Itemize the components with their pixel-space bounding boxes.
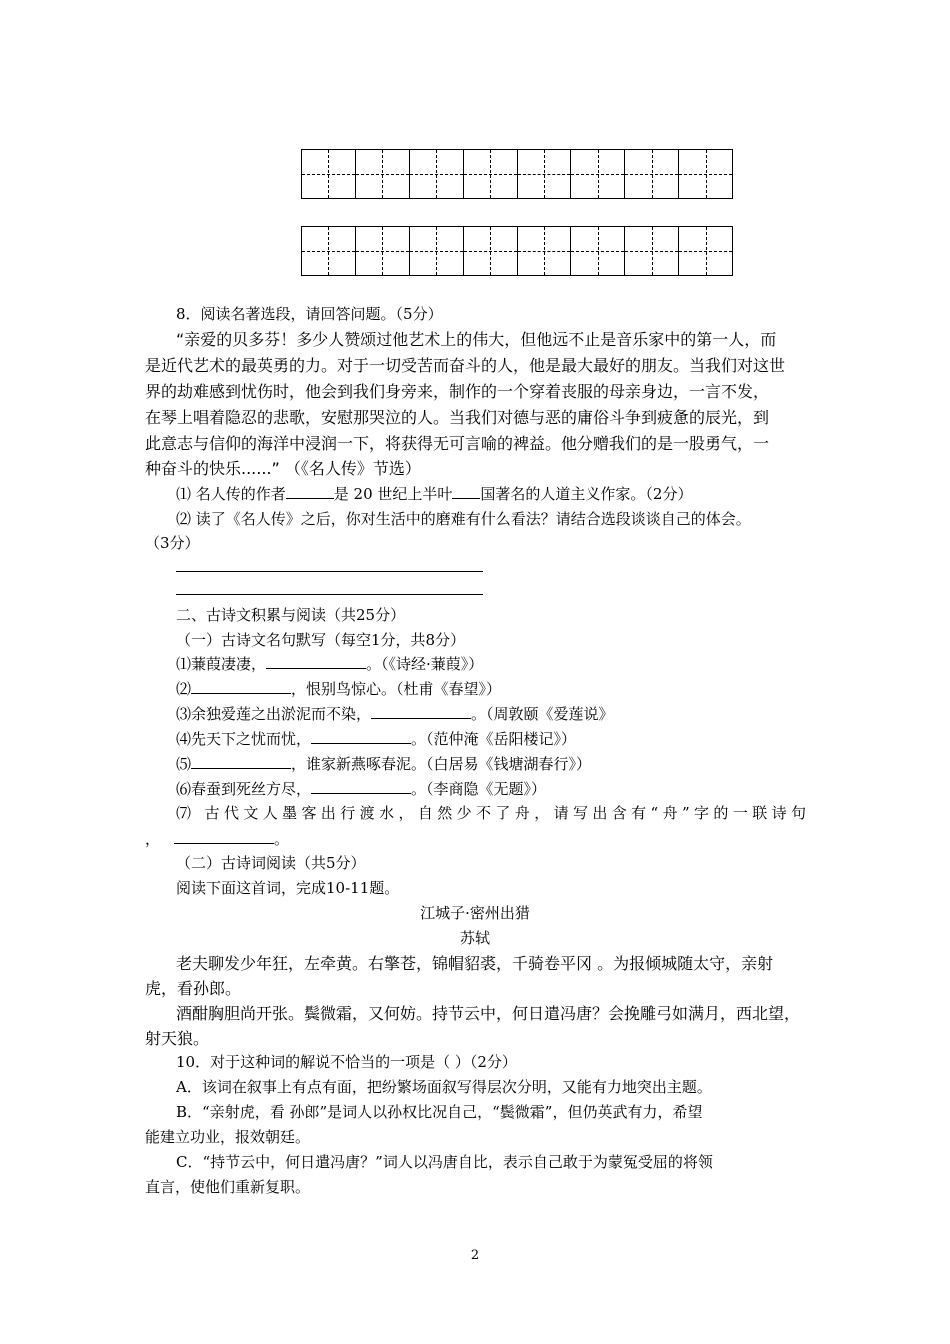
q8-passage-line: “亲爱的贝多芬！多少人赞颂过他艺术上的伟大，但他远不止是音乐家中的第一人，而	[176, 330, 777, 349]
answer-blank[interactable]	[266, 652, 366, 669]
grid-cell	[410, 150, 464, 198]
answer-blank[interactable]	[311, 777, 411, 794]
item-prefix: ⑵	[176, 680, 192, 698]
answer-line[interactable]	[176, 571, 483, 572]
item-suffix: ，谁家新燕啄春泥。（白居易《钱塘湖春行》）	[291, 755, 592, 773]
q8-sub1	[176, 482, 851, 506]
poem-title: 江城子·密州出猎	[420, 904, 530, 922]
recitation-item	[176, 752, 851, 776]
grid-cell	[679, 227, 732, 275]
answer-blank[interactable]	[191, 677, 291, 694]
grid-cell	[571, 227, 625, 275]
poem-author: 苏轼	[459, 929, 490, 947]
answer-blank[interactable]	[191, 752, 291, 769]
poem-line: 酒酣胸胆尚开张。鬓微霜，又何妨。持节云中，何日遣冯唐？会挽雕弓如满月，西北望，	[176, 1004, 801, 1023]
answer-blank[interactable]	[311, 727, 411, 744]
q10-option-b: B．“亲射虎，看 孙郎”是词人以孙权比况自己，“鬓微霜”，但仍英武有力，希望	[176, 1103, 703, 1121]
q8-title: 8．阅读名著选段，请回答问题。（5分）	[176, 305, 443, 323]
page-number: 2	[470, 1248, 480, 1263]
writing-grid-row-2	[301, 226, 733, 276]
q8-sub1-text: 是 20 世纪上半叶	[333, 485, 453, 503]
answer-blank[interactable]	[371, 702, 471, 719]
q8-sub1-text: ⑴ 名人传的作者	[176, 485, 286, 503]
item-prefix: ⑹春蚕到死丝方尽，	[176, 780, 312, 798]
q8-passage-line: 是近代艺术的最英勇的力。对于一切受苦而奋斗的人，他是最大最好的朋友。当我们对这世	[145, 356, 786, 375]
item-suffix: 。（周敦颐《爱莲说》	[471, 705, 614, 723]
q8-sub2: ⑵ 读了《名人传》之后，你对生活中的磨难有什么看法？请结合选段谈谈自己的体会。	[176, 510, 751, 528]
q8-sub2-score: （3分）	[145, 534, 200, 552]
grid-cell	[356, 150, 410, 198]
q10-option-a: A．该词在叙事上有点有面，把纷繁场面叙写得层次分明，又能有力地突出主题。	[176, 1078, 712, 1096]
writing-grid-row-1	[301, 149, 733, 199]
grid-cell	[518, 227, 572, 275]
q8-sub1-text: 国著名的人道主义作家。（2分）	[480, 485, 693, 503]
item-suffix: 。（《诗经·蒹葭》）	[366, 655, 484, 673]
section-title: 二、古诗文积累与阅读（共25分）	[176, 606, 406, 624]
q10-title: 10．对于这种词的解说不恰当的一项是（ ）（2分）	[176, 1053, 517, 1071]
item-suffix: 。（范仲淹《岳阳楼记》）	[411, 730, 577, 748]
grid-cell	[518, 150, 572, 198]
q8-passage-line: 种奋斗的快乐......” （《名人传》节选）	[145, 459, 421, 478]
item-prefix: ⑶余独爱莲之出淤泥而不染，	[176, 705, 372, 723]
part-title: （一）古诗文名句默写（每空1分，共8分）	[176, 631, 466, 649]
q8-passage-line: 在琴上唱着隐忍的悲歌，安慰那哭泣的人。当我们对德与恶的庸俗斗争到疲惫的辰光，到	[145, 408, 770, 427]
poem-line: 老夫聊发少年狂，左牵黄。右擎苍，锦帽貂裘，千骑卷平冈 。为报倾城随太守，亲射	[176, 954, 774, 973]
grid-cell	[464, 227, 518, 275]
poem-line: 射天狼。	[145, 1029, 210, 1048]
item-suffix: 。	[274, 830, 290, 848]
answer-blank[interactable]	[286, 482, 334, 499]
recitation-item-7: ⑺ 古代文人墨客出行渡水，自然少不了舟，请写出含有“舟”字的一联诗句	[176, 804, 806, 822]
recitation-item	[176, 727, 851, 751]
item-suffix: 。（李商隐《无题》）	[411, 780, 547, 798]
item-suffix: ，恨别鸟惊心。（杜甫《春望》）	[291, 680, 502, 698]
grid-cell	[464, 150, 518, 198]
answer-blank[interactable]	[452, 482, 480, 499]
item-prefix: ，	[145, 830, 161, 848]
part-title: （二）古诗词阅读（共5分）	[176, 854, 366, 872]
item-prefix: ⑴蒹葭凄凄，	[176, 655, 267, 673]
item-prefix: ⑸	[176, 755, 192, 773]
q8-passage-line: 界的劫难感到忧伤时，他会到我们身旁来，制作的一个穿着丧服的母亲身边，一言不发，	[145, 382, 770, 401]
answer-line[interactable]	[176, 594, 483, 595]
grid-cell	[302, 227, 356, 275]
recitation-item	[176, 677, 851, 701]
answer-blank[interactable]	[174, 827, 274, 844]
item-prefix: ⑷先天下之忧而忧，	[176, 730, 312, 748]
grid-cell	[679, 150, 732, 198]
poem-line: 虎，看孙郎。	[145, 979, 242, 998]
recitation-item	[176, 777, 851, 801]
instruction: 阅读下面这首词，完成10-11题。	[176, 879, 400, 897]
q8-passage-line: 此意志与信仰的海洋中浸润一下，将获得无可言喻的裨益。他分赠我们的是一股勇气，一	[145, 434, 770, 453]
grid-cell	[410, 227, 464, 275]
q10-option-c-cont: 直言，使他们重新复职。	[145, 1178, 311, 1196]
recitation-item-7-answer	[145, 827, 820, 851]
recitation-item	[176, 702, 851, 726]
grid-cell	[625, 150, 679, 198]
q10-option-b-cont: 能建立功业，报效朝廷。	[145, 1128, 311, 1146]
grid-cell	[302, 150, 356, 198]
grid-cell	[356, 227, 410, 275]
recitation-item	[176, 652, 851, 676]
q10-option-c: C．“持节云中，何日遣冯唐？”词人以冯唐自比，表示自己敢于为蒙冤受屈的将领	[176, 1153, 713, 1171]
grid-cell	[571, 150, 625, 198]
grid-cell	[625, 227, 679, 275]
